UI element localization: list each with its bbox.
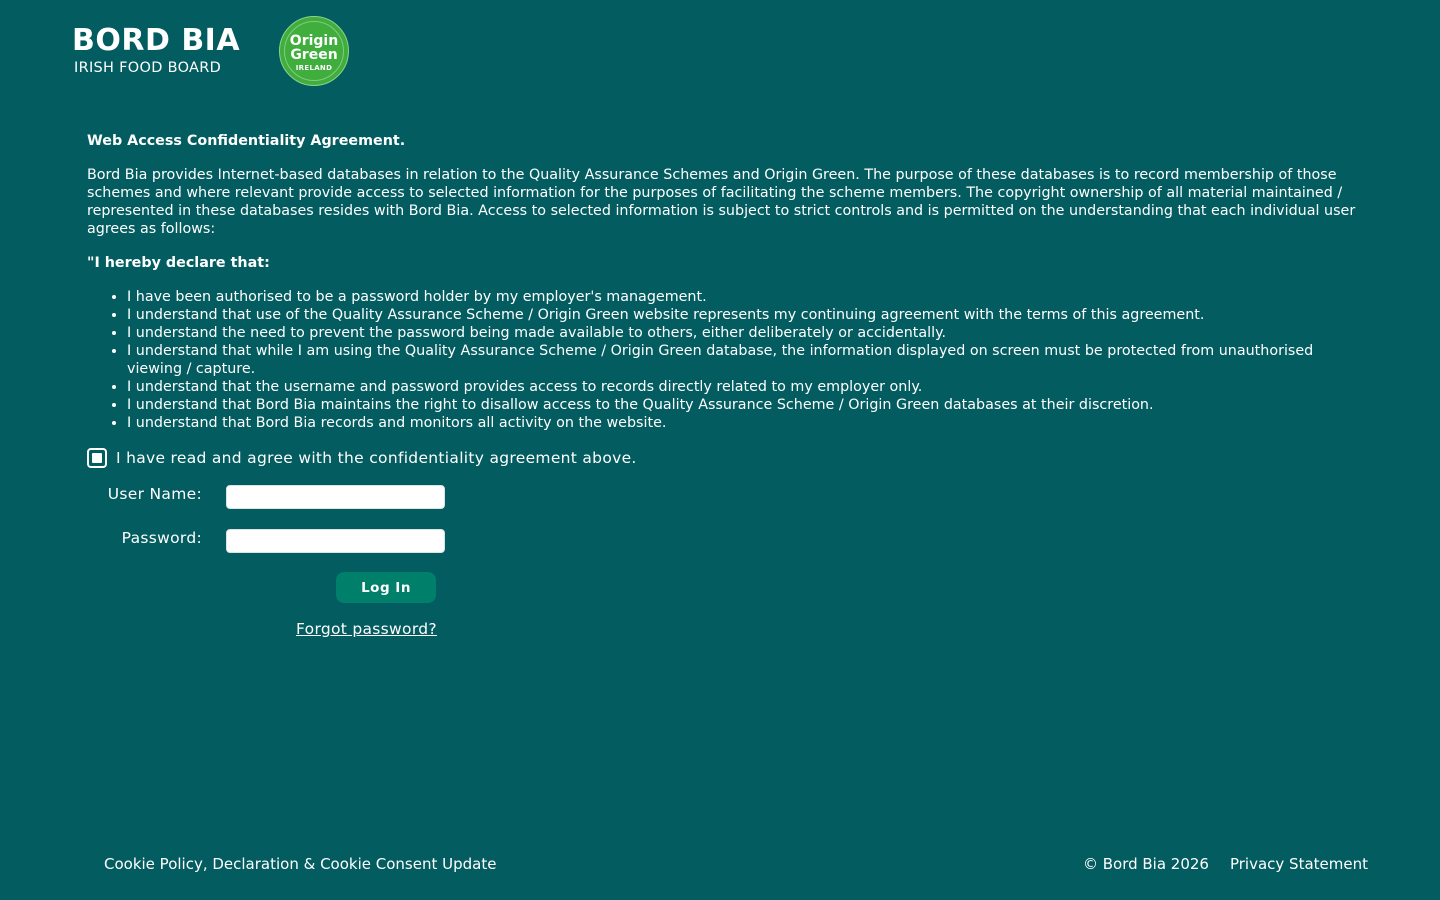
term-item: • I understand the need to prevent the password being made available to others, either deliberately or accidentally. (127, 324, 1357, 342)
login-button[interactable]: Log In (336, 572, 436, 603)
declaration-heading: "I hereby declare that: (87, 255, 270, 271)
footer-right (1083, 855, 1368, 873)
cookie-policy-link[interactable]: Cookie Policy, Declaration & Cookie Consent Update (104, 855, 497, 873)
term-item: • I understand that Bord Bia maintains the right to disallow access to the Quality Assurance Scheme / Origin Green databases at their discretion. (127, 396, 1357, 414)
origin-green-logo (279, 16, 349, 86)
term-item: • I understand that use of the Quality Assurance Scheme / Origin Green website represents my continuing agreement with the terms of this agreement. (127, 306, 1357, 324)
term-item: • I understand that the username and password provides access to records directly related to my employer only. (127, 378, 1357, 396)
origin-green-line2: Green (290, 47, 338, 63)
agree-checkbox[interactable] (87, 448, 107, 468)
brand-name: BORD BIA (72, 23, 241, 58)
bord-bia-logo (72, 24, 242, 78)
forgot-password-link[interactable]: Forgot password? (296, 620, 437, 638)
origin-green-line3: IRELAND (295, 64, 333, 72)
term-item: • I have been authorised to be a password holder by my employer's management. (127, 288, 1357, 306)
origin-green-line1: Origin (289, 33, 339, 49)
password-row (87, 528, 447, 554)
agreement-section (87, 130, 1357, 432)
username-input[interactable] (226, 485, 445, 509)
term-item: • I understand that Bord Bia records and monitors all activity on the website. (127, 414, 1357, 432)
agree-row (87, 447, 637, 469)
term-item: • I understand that while I am using the Quality Assurance Scheme / Origin Green database, the information displayed on screen must be protected from unauthorised viewing / capture. (127, 342, 1357, 378)
agree-label[interactable]: I have read and agree with the confidentiality agreement above. (116, 449, 637, 467)
header (0, 0, 1440, 110)
privacy-statement-link[interactable]: Privacy Statement (1229, 855, 1368, 873)
agreement-title: Web Access Confidentiality Agreement. (87, 133, 406, 149)
password-label: Password: (121, 529, 202, 547)
agreement-intro: Bord Bia provides Internet-based databases in relation to the Quality Assurance Schemes and Origin Green. The purpose of these databases is to record membership of those schemes and where relevant provide access to selected information for the purposes of facilitating the scheme members. The copyright ownership of all material maintained / represented in these databases resides with Bord Bia. Access to selected information is subject to strict controls and is permitted on the understanding that each individual user agrees as follows: (87, 167, 1356, 237)
password-input[interactable] (226, 529, 445, 553)
brand-subtitle: IRISH FOOD BOARD (74, 60, 222, 76)
username-row (87, 484, 447, 510)
terms-list (87, 288, 1357, 432)
username-label: User Name: (107, 485, 202, 503)
origin-green-ring (284, 21, 344, 81)
copyright-text: © Bord Bia 2026 (1082, 855, 1209, 873)
